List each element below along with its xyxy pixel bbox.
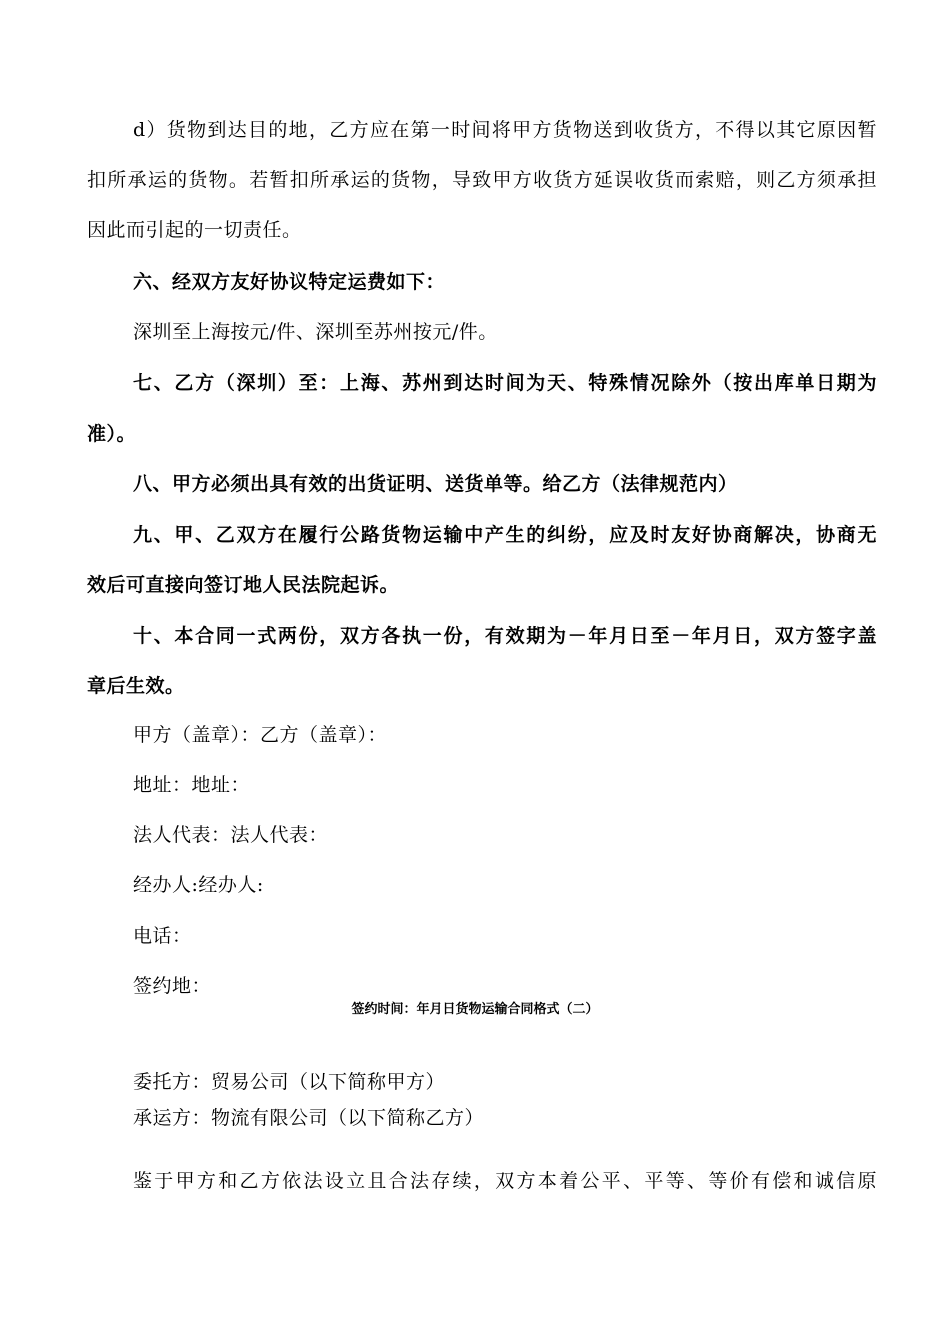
sign-handler: 经办人:经办人: xyxy=(133,874,264,896)
sign-legal-rep: 法人代表：法人代表： xyxy=(133,824,329,846)
sign-place: 签约地： xyxy=(133,975,212,997)
section-9-line2: 效后可直接向签订地人民法院起诉。 xyxy=(87,574,400,596)
section-7-line1: 七、乙方（深圳）至：上海、苏州到达时间为天、特殊情况除外（按出库单日期为 xyxy=(133,372,877,394)
consignor-line: 委托方：贸易公司（以下简称甲方） xyxy=(133,1071,446,1093)
para-d-line1: d）货物到达目的地，乙方应在第一时间将甲方货物送到收货方，不得以其它原因暂 xyxy=(133,119,877,141)
section-8: 八、甲方必须出具有效的出货证明、送货单等。给乙方（法律规范内） xyxy=(133,473,738,495)
section-10-line1: 十、本合同一式两份，双方各执一份，有效期为－年月日至－年月日，双方签字盖 xyxy=(133,625,877,647)
section-10-line2: 章后生效。 xyxy=(87,675,185,697)
sign-address: 地址：地址： xyxy=(133,774,251,796)
sign-seal: 甲方（盖章）：乙方（盖章）： xyxy=(133,724,388,746)
carrier-line: 承运方：物流有限公司（以下简称乙方） xyxy=(133,1107,485,1129)
section-6-title: 六、经双方友好协议特定运费如下： xyxy=(133,271,446,293)
next-contract-title: 签约时间：年月日货物运输合同格式（二） xyxy=(351,1002,599,1017)
section-7-line2: 准）。 xyxy=(87,423,137,445)
sign-phone: 电话： xyxy=(133,925,192,947)
para-d-line3: 因此而引起的一切责任。 xyxy=(87,219,302,241)
section-9-line1: 九、甲、乙双方在履行公路货物运输中产生的纠纷，应及时友好协商解决，协商无 xyxy=(133,524,877,546)
preamble-line: 鉴于甲方和乙方依法设立且合法存续，双方本着公平、平等、等价有偿和诚信原 xyxy=(133,1170,877,1192)
section-6-text: 深圳至上海按元/件、深圳至苏州按元/件。 xyxy=(133,321,498,343)
para-d-line2: 扣所承运的货物。若暂扣所承运的货物，导致甲方收货方延误收货而索赔，则乙方须承担 xyxy=(87,169,877,191)
